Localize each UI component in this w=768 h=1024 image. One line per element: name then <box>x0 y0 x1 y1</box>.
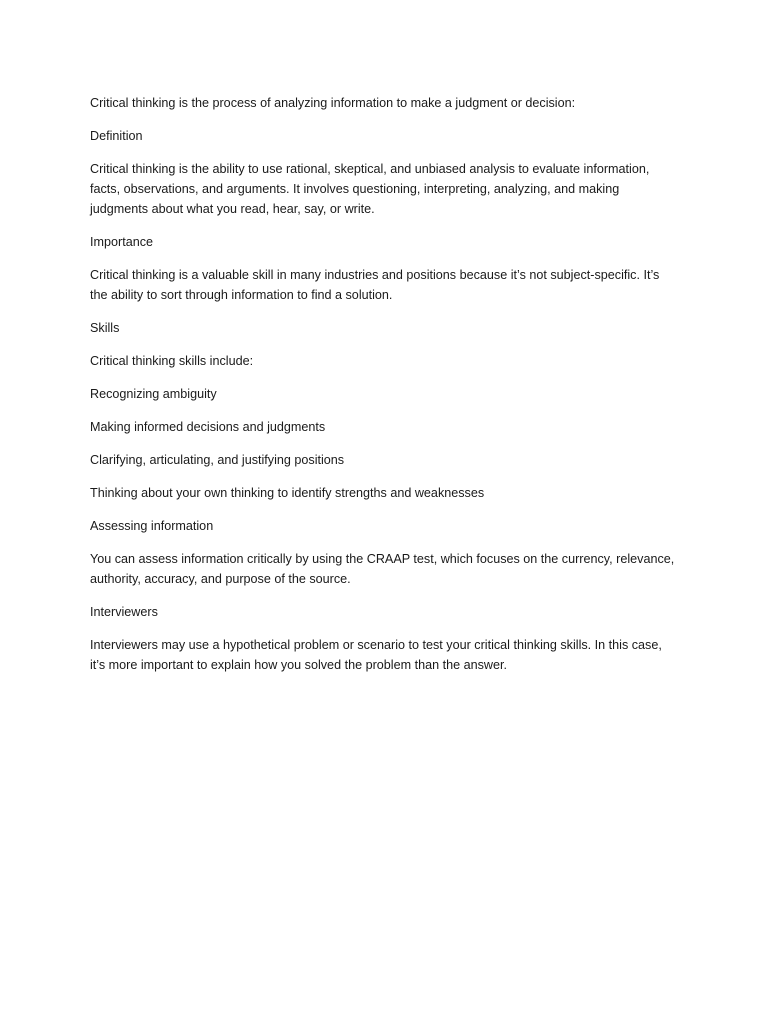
skill-item: Thinking about your own thinking to identify strengths and weaknesses <box>90 486 485 500</box>
intro-paragraph: Critical thinking is the process of analyzing information to make a judgment or decision: <box>90 96 576 110</box>
heading-assessing-information: Assessing information <box>90 519 214 533</box>
skill-item: Clarifying, articulating, and justifying positions <box>90 453 345 467</box>
assessing-paragraph: You can assess information critically by using the CRAAP test, which focuses on the currency, relevance, authority, accuracy, and purpose of the source. <box>90 552 675 586</box>
heading-skills: Skills <box>90 321 120 335</box>
skill-item: Making informed decisions and judgments <box>90 420 326 434</box>
heading-importance: Importance <box>90 235 153 249</box>
skill-item: Recognizing ambiguity <box>90 387 217 401</box>
interviewers-paragraph: Interviewers may use a hypothetical problem or scenario to test your critical thinking skills. In this case, it’s more important to explain how you solved the problem than the answer. <box>90 638 662 672</box>
importance-paragraph: Critical thinking is a valuable skill in many industries and positions because it’s not subject-specific. It’s the ability to sort through information to find a solution. <box>90 268 660 302</box>
heading-definition: Definition <box>90 129 143 143</box>
skills-intro: Critical thinking skills include: <box>90 354 254 368</box>
heading-interviewers: Interviewers <box>90 605 158 619</box>
definition-paragraph: Critical thinking is the ability to use rational, skeptical, and unbiased analysis to evaluate information, facts, observations, and arguments. It involves questioning, interpreting, analyzing, and making judgments about what you read, hear, say, or write. <box>90 162 650 216</box>
